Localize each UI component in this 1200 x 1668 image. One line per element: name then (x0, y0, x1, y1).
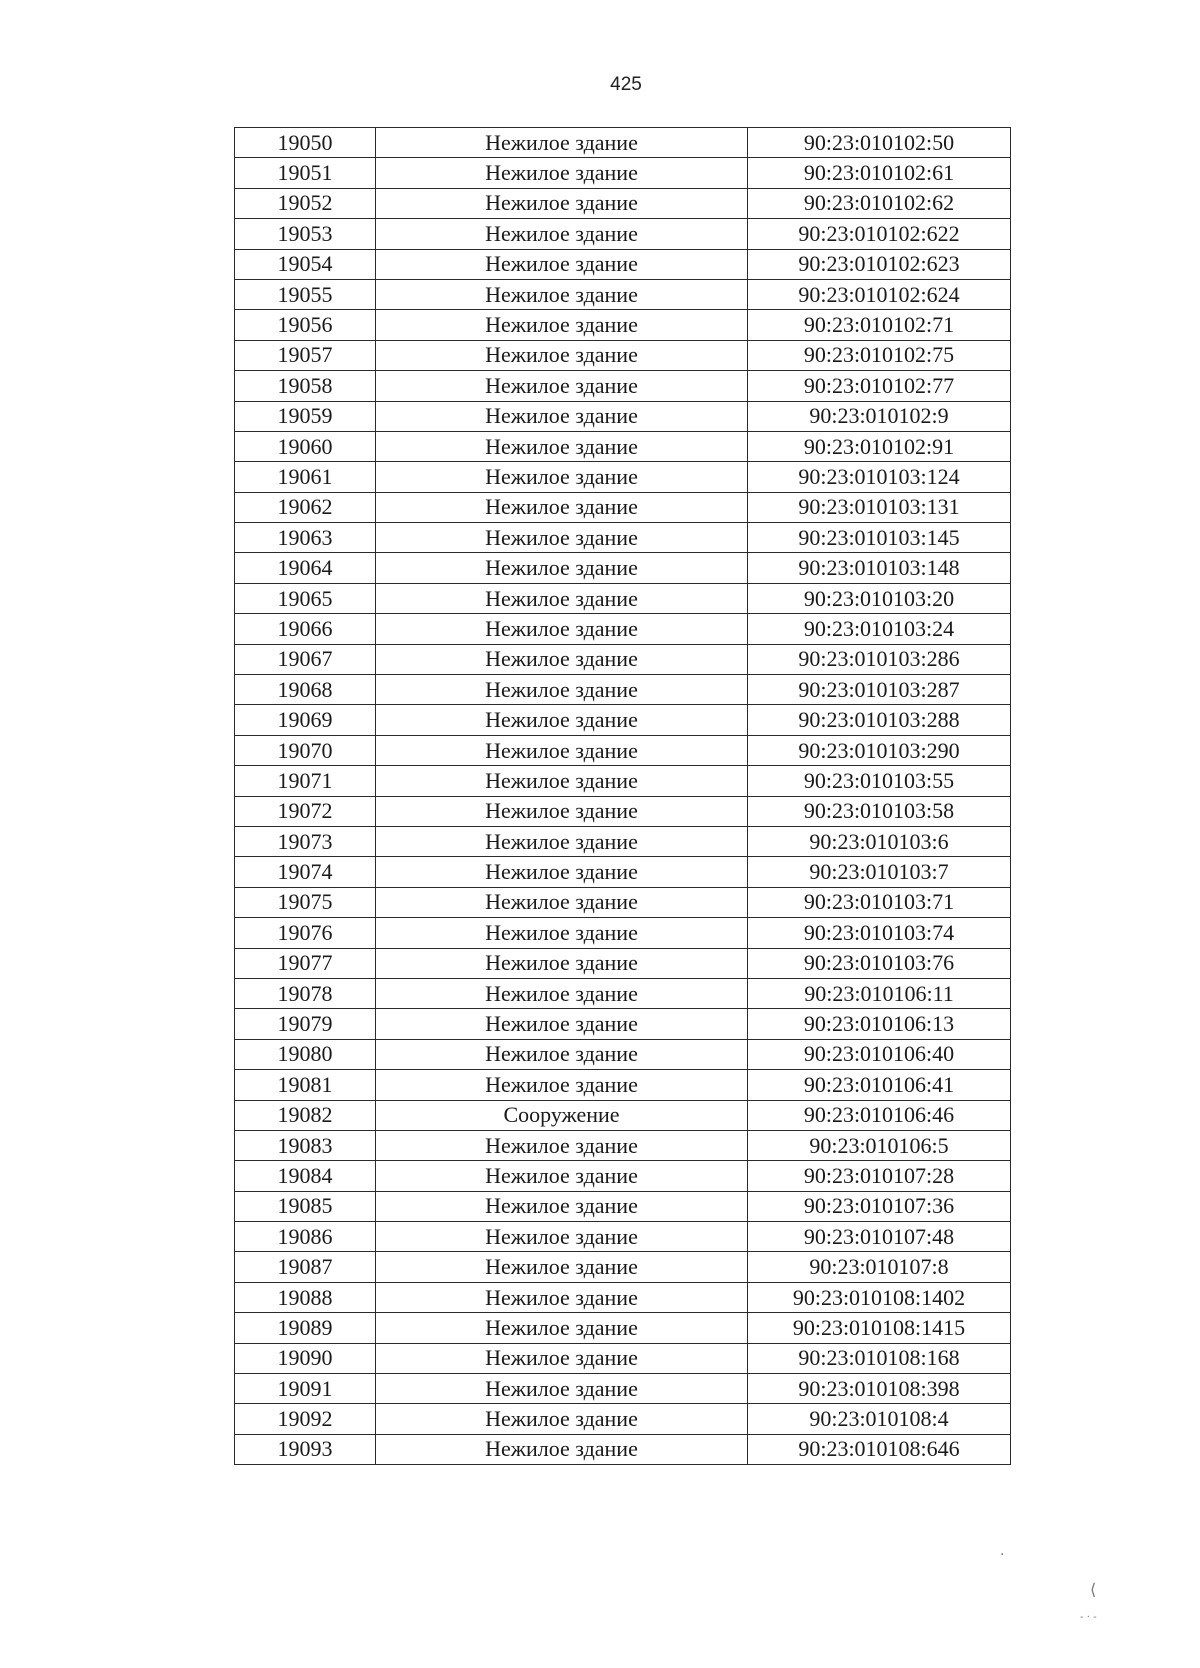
row-number-cell: 19089 (235, 1313, 376, 1343)
table-row (235, 1252, 1011, 1282)
object-type-cell: Нежилое здание (376, 462, 748, 492)
scan-mark: . (1000, 1543, 1005, 1559)
cadastral-number-cell: 90:23:010108:1402 (748, 1282, 1011, 1312)
cadastral-number-cell: 90:23:010103:71 (748, 887, 1011, 917)
row-number-cell: 19087 (235, 1252, 376, 1282)
cadastral-number-cell: 90:23:010102:61 (748, 158, 1011, 188)
table-row (235, 523, 1011, 553)
cadastral-number-cell: 90:23:010103:7 (748, 857, 1011, 887)
table-row (235, 1222, 1011, 1252)
row-number-cell: 19093 (235, 1434, 376, 1464)
object-type-cell: Нежилое здание (376, 1009, 748, 1039)
object-type-cell: Нежилое здание (376, 705, 748, 735)
cadastral-number-cell: 90:23:010107:8 (748, 1252, 1011, 1282)
table-row (235, 401, 1011, 431)
cadastral-number-cell: 90:23:010108:168 (748, 1343, 1011, 1373)
row-number-cell: 19060 (235, 431, 376, 461)
object-type-cell: Нежилое здание (376, 1434, 748, 1464)
table-row (235, 1282, 1011, 1312)
row-number-cell: 19067 (235, 644, 376, 674)
cadastral-number-cell: 90:23:010102:91 (748, 431, 1011, 461)
cadastral-number-cell: 90:23:010103:148 (748, 553, 1011, 583)
cadastral-number-cell: 90:23:010102:62 (748, 188, 1011, 218)
object-type-cell: Нежилое здание (376, 219, 748, 249)
registry-table-body (235, 128, 1011, 1465)
object-type-cell: Нежилое здание (376, 310, 748, 340)
row-number-cell: 19091 (235, 1374, 376, 1404)
object-type-cell: Нежилое здание (376, 371, 748, 401)
object-type-cell: Нежилое здание (376, 1343, 748, 1373)
cadastral-number-cell: 90:23:010108:4 (748, 1404, 1011, 1434)
object-type-cell: Нежилое здание (376, 887, 748, 917)
object-type-cell: Сооружение (376, 1100, 748, 1130)
cadastral-number-cell: 90:23:010106:11 (748, 978, 1011, 1008)
object-type-cell: Нежилое здание (376, 675, 748, 705)
registry-table (234, 127, 1011, 1465)
cadastral-number-cell: 90:23:010102:622 (748, 219, 1011, 249)
table-row (235, 583, 1011, 613)
table-row (235, 1343, 1011, 1373)
cadastral-number-cell: 90:23:010107:28 (748, 1161, 1011, 1191)
cadastral-number-cell: 90:23:010106:5 (748, 1130, 1011, 1160)
object-type-cell: Нежилое здание (376, 1222, 748, 1252)
table-row (235, 644, 1011, 674)
table-row (235, 553, 1011, 583)
object-type-cell: Нежилое здание (376, 1404, 748, 1434)
cadastral-number-cell: 90:23:010102:9 (748, 401, 1011, 431)
cadastral-number-cell: 90:23:010103:131 (748, 492, 1011, 522)
object-type-cell: Нежилое здание (376, 1161, 748, 1191)
object-type-cell: Нежилое здание (376, 492, 748, 522)
table-row (235, 766, 1011, 796)
object-type-cell: Нежилое здание (376, 188, 748, 218)
row-number-cell: 19054 (235, 249, 376, 279)
table-row (235, 219, 1011, 249)
cadastral-number-cell: 90:23:010103:24 (748, 614, 1011, 644)
row-number-cell: 19088 (235, 1282, 376, 1312)
table-row (235, 857, 1011, 887)
table-row (235, 735, 1011, 765)
row-number-cell: 19082 (235, 1100, 376, 1130)
object-type-cell: Нежилое здание (376, 553, 748, 583)
cadastral-number-cell: 90:23:010103:55 (748, 766, 1011, 796)
object-type-cell: Нежилое здание (376, 735, 748, 765)
table-row (235, 310, 1011, 340)
cadastral-number-cell: 90:23:010103:74 (748, 918, 1011, 948)
row-number-cell: 19058 (235, 371, 376, 401)
row-number-cell: 19081 (235, 1070, 376, 1100)
row-number-cell: 19080 (235, 1039, 376, 1069)
table-row (235, 948, 1011, 978)
cadastral-number-cell: 90:23:010102:50 (748, 128, 1011, 158)
row-number-cell: 19057 (235, 340, 376, 370)
row-number-cell: 19090 (235, 1343, 376, 1373)
cadastral-number-cell: 90:23:010106:13 (748, 1009, 1011, 1039)
table-row (235, 887, 1011, 917)
cadastral-number-cell: 90:23:010102:71 (748, 310, 1011, 340)
row-number-cell: 19079 (235, 1009, 376, 1039)
object-type-cell: Нежилое здание (376, 796, 748, 826)
object-type-cell: Нежилое здание (376, 128, 748, 158)
table-row (235, 158, 1011, 188)
row-number-cell: 19085 (235, 1191, 376, 1221)
row-number-cell: 19051 (235, 158, 376, 188)
cadastral-number-cell: 90:23:010103:58 (748, 796, 1011, 826)
table-row (235, 826, 1011, 856)
row-number-cell: 19056 (235, 310, 376, 340)
object-type-cell: Нежилое здание (376, 431, 748, 461)
page-number: 425 (610, 74, 642, 95)
cadastral-number-cell: 90:23:010103:6 (748, 826, 1011, 856)
table-row (235, 614, 1011, 644)
object-type-cell: Нежилое здание (376, 340, 748, 370)
object-type-cell: Нежилое здание (376, 857, 748, 887)
cadastral-number-cell: 90:23:010103:288 (748, 705, 1011, 735)
cadastral-number-cell: 90:23:010103:76 (748, 948, 1011, 978)
cadastral-number-cell: 90:23:010108:1415 (748, 1313, 1011, 1343)
object-type-cell: Нежилое здание (376, 158, 748, 188)
object-type-cell: Нежилое здание (376, 1252, 748, 1282)
row-number-cell: 19077 (235, 948, 376, 978)
cadastral-number-cell: 90:23:010103:124 (748, 462, 1011, 492)
scan-mark: ⟨ (1090, 1580, 1097, 1599)
table-row (235, 340, 1011, 370)
row-number-cell: 19050 (235, 128, 376, 158)
table-row (235, 705, 1011, 735)
cadastral-number-cell: 90:23:010108:398 (748, 1374, 1011, 1404)
table-row (235, 1100, 1011, 1130)
table-row (235, 1434, 1011, 1464)
row-number-cell: 19055 (235, 279, 376, 309)
row-number-cell: 19070 (235, 735, 376, 765)
row-number-cell: 19075 (235, 887, 376, 917)
row-number-cell: 19065 (235, 583, 376, 613)
cadastral-number-cell: 90:23:010106:41 (748, 1070, 1011, 1100)
object-type-cell: Нежилое здание (376, 523, 748, 553)
table-row (235, 1009, 1011, 1039)
row-number-cell: 19061 (235, 462, 376, 492)
row-number-cell: 19086 (235, 1222, 376, 1252)
table-row (235, 1070, 1011, 1100)
object-type-cell: Нежилое здание (376, 826, 748, 856)
cadastral-number-cell: 90:23:010103:290 (748, 735, 1011, 765)
object-type-cell: Нежилое здание (376, 948, 748, 978)
object-type-cell: Нежилое здание (376, 1191, 748, 1221)
table-row (235, 431, 1011, 461)
cadastral-number-cell: 90:23:010103:287 (748, 675, 1011, 705)
cadastral-number-cell: 90:23:010107:36 (748, 1191, 1011, 1221)
row-number-cell: 19052 (235, 188, 376, 218)
object-type-cell: Нежилое здание (376, 918, 748, 948)
object-type-cell: Нежилое здание (376, 279, 748, 309)
table-row (235, 796, 1011, 826)
cadastral-number-cell: 90:23:010102:624 (748, 279, 1011, 309)
row-number-cell: 19074 (235, 857, 376, 887)
row-number-cell: 19059 (235, 401, 376, 431)
object-type-cell: Нежилое здание (376, 1313, 748, 1343)
cadastral-number-cell: 90:23:010103:286 (748, 644, 1011, 674)
object-type-cell: Нежилое здание (376, 1039, 748, 1069)
object-type-cell: Нежилое здание (376, 978, 748, 1008)
row-number-cell: 19068 (235, 675, 376, 705)
row-number-cell: 19063 (235, 523, 376, 553)
object-type-cell: Нежилое здание (376, 249, 748, 279)
row-number-cell: 19083 (235, 1130, 376, 1160)
cadastral-number-cell: 90:23:010103:145 (748, 523, 1011, 553)
object-type-cell: Нежилое здание (376, 1070, 748, 1100)
table-row (235, 188, 1011, 218)
row-number-cell: 19071 (235, 766, 376, 796)
object-type-cell: Нежилое здание (376, 583, 748, 613)
table-row (235, 492, 1011, 522)
object-type-cell: Нежилое здание (376, 614, 748, 644)
row-number-cell: 19066 (235, 614, 376, 644)
row-number-cell: 19062 (235, 492, 376, 522)
row-number-cell: 19078 (235, 978, 376, 1008)
object-type-cell: Нежилое здание (376, 644, 748, 674)
row-number-cell: 19053 (235, 219, 376, 249)
table-row (235, 462, 1011, 492)
object-type-cell: Нежилое здание (376, 766, 748, 796)
cadastral-number-cell: 90:23:010108:646 (748, 1434, 1011, 1464)
row-number-cell: 19084 (235, 1161, 376, 1191)
row-number-cell: 19092 (235, 1404, 376, 1434)
table-row (235, 1404, 1011, 1434)
row-number-cell: 19064 (235, 553, 376, 583)
cadastral-number-cell: 90:23:010102:77 (748, 371, 1011, 401)
row-number-cell: 19076 (235, 918, 376, 948)
table-row (235, 279, 1011, 309)
cadastral-number-cell: 90:23:010106:46 (748, 1100, 1011, 1130)
table-row (235, 1313, 1011, 1343)
cadastral-number-cell: 90:23:010102:75 (748, 340, 1011, 370)
table-row (235, 918, 1011, 948)
cadastral-number-cell: 90:23:010106:40 (748, 1039, 1011, 1069)
table-row (235, 249, 1011, 279)
cadastral-number-cell: 90:23:010102:623 (748, 249, 1011, 279)
table-row (235, 1130, 1011, 1160)
table-row (235, 371, 1011, 401)
table-row (235, 675, 1011, 705)
cadastral-number-cell: 90:23:010107:48 (748, 1222, 1011, 1252)
object-type-cell: Нежилое здание (376, 1282, 748, 1312)
table-row (235, 1161, 1011, 1191)
row-number-cell: 19073 (235, 826, 376, 856)
object-type-cell: Нежилое здание (376, 401, 748, 431)
cadastral-number-cell: 90:23:010103:20 (748, 583, 1011, 613)
table-row (235, 1374, 1011, 1404)
table-row (235, 1039, 1011, 1069)
row-number-cell: 19072 (235, 796, 376, 826)
object-type-cell: Нежилое здание (376, 1374, 748, 1404)
scan-mark: - · - (1080, 1612, 1097, 1623)
object-type-cell: Нежилое здание (376, 1130, 748, 1160)
table-row (235, 128, 1011, 158)
row-number-cell: 19069 (235, 705, 376, 735)
table-row (235, 978, 1011, 1008)
table-row (235, 1191, 1011, 1221)
